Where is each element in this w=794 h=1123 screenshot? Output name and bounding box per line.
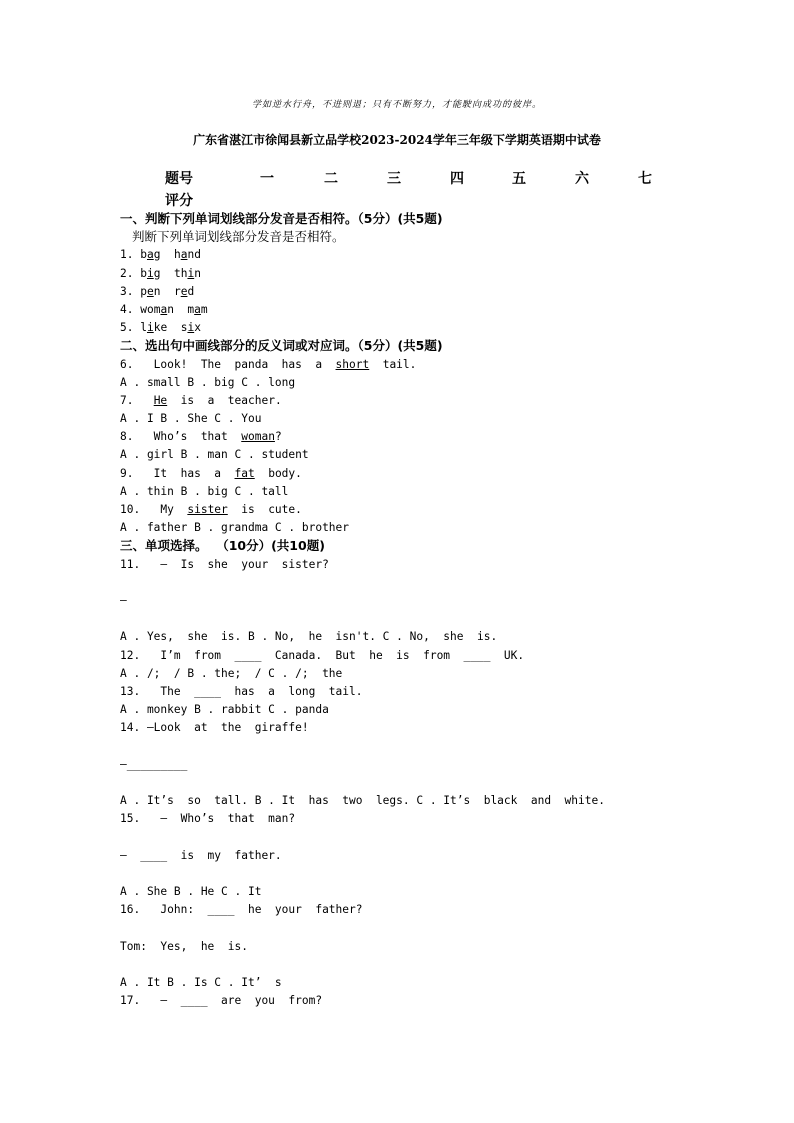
section2-heading: 二、选出句中画线部分的反义词或对应词。（5分）(共5题) <box>120 338 443 354</box>
question-7-options: A . I B . She C . You <box>120 412 262 426</box>
question-17: 17. — ____ are you from? <box>120 994 323 1008</box>
section1-instruction: 判断下列单词划线部分发音是否相符。 <box>132 229 345 245</box>
question-14: 14. —Look at the giraffe! <box>120 721 309 735</box>
question-16: 16. John: ____ he your father? <box>120 903 363 917</box>
question-3: 3. pen red <box>120 284 195 298</box>
question-14-options: A . It’s so tall. B . It has two legs. C . It’s black and white. <box>120 794 605 807</box>
question-11-answer-dash: — <box>120 593 127 607</box>
score-table-row2-label: 评分 <box>165 193 193 209</box>
question-16-options: A . It B . Is C . It’ s <box>120 975 282 989</box>
question-9-options: A . thin B . big C . tall <box>120 484 289 498</box>
question-4: 4. woman mam <box>120 302 208 316</box>
question-8-options: A . girl B . man C . student <box>120 448 309 462</box>
exam-title: 广东省湛江市徐闻县新立品学校2023-2024学年三年级下学期英语期中试卷 <box>193 133 601 147</box>
score-col-4: 四 <box>450 171 464 187</box>
score-col-7: 七 <box>638 171 652 187</box>
question-12: 12. I’m from ____ Canada. But he is from ____ UK. <box>120 648 525 662</box>
question-7: 7. He is a teacher. <box>120 393 282 407</box>
exam-content <box>120 210 740 1010</box>
score-table-header-row <box>165 168 665 188</box>
question-10: 10. My sister is cute. <box>120 503 302 516</box>
question-14-answer-line: —_________ <box>120 757 188 771</box>
question-13: 13. The ____ has a long tail. <box>120 684 363 698</box>
question-9: 9. It has a fat body. <box>120 466 302 480</box>
question-8: 8. Who’s that woman? <box>120 430 282 444</box>
question-13-options: A . monkey B . rabbit C . panda <box>120 703 329 717</box>
question-6: 6. Look! The panda has a short tail. <box>120 357 417 371</box>
header-motto: 学如逆水行舟，不进则退；只有不断努力，才能駛向成功的彼岸。 <box>251 100 542 110</box>
question-11: 11. — Is she your sister? <box>120 557 329 571</box>
section1-heading: 一、判断下列单词划线部分发音是否相符。（5分）(共5题) <box>120 211 443 226</box>
question-6-options: A . small B . big C . long <box>120 375 296 389</box>
question-15-answer: — ____ is my father. <box>120 848 282 862</box>
score-col-3: 三 <box>387 171 401 187</box>
question-15: 15. — Who’s that man? <box>120 812 296 826</box>
question-5: 5. like six <box>120 321 201 335</box>
section3-heading: 三、单项选择。 （10分）(共10题) <box>120 538 325 554</box>
question-12-options: A . /; / B . the; / C . /; the <box>120 666 343 680</box>
score-table-row1-label: 题号 <box>165 171 193 187</box>
score-col-2: 二 <box>324 171 338 187</box>
question-15-options: A . She B . He C . It <box>120 884 262 898</box>
question-2: 2. big thin <box>120 266 201 280</box>
question-11-options: A . Yes, she is. B . No, he isn't. C . No, she is. <box>120 630 498 644</box>
question-1: 1. bag hand <box>120 248 201 262</box>
question-16-tom-reply: Tom: Yes, he is. <box>120 939 248 953</box>
score-col-6: 六 <box>575 171 589 187</box>
score-col-1: 一 <box>260 171 274 187</box>
score-col-5: 五 <box>512 171 526 187</box>
question-10-options: A . father B . grandma C . brother <box>120 521 350 535</box>
